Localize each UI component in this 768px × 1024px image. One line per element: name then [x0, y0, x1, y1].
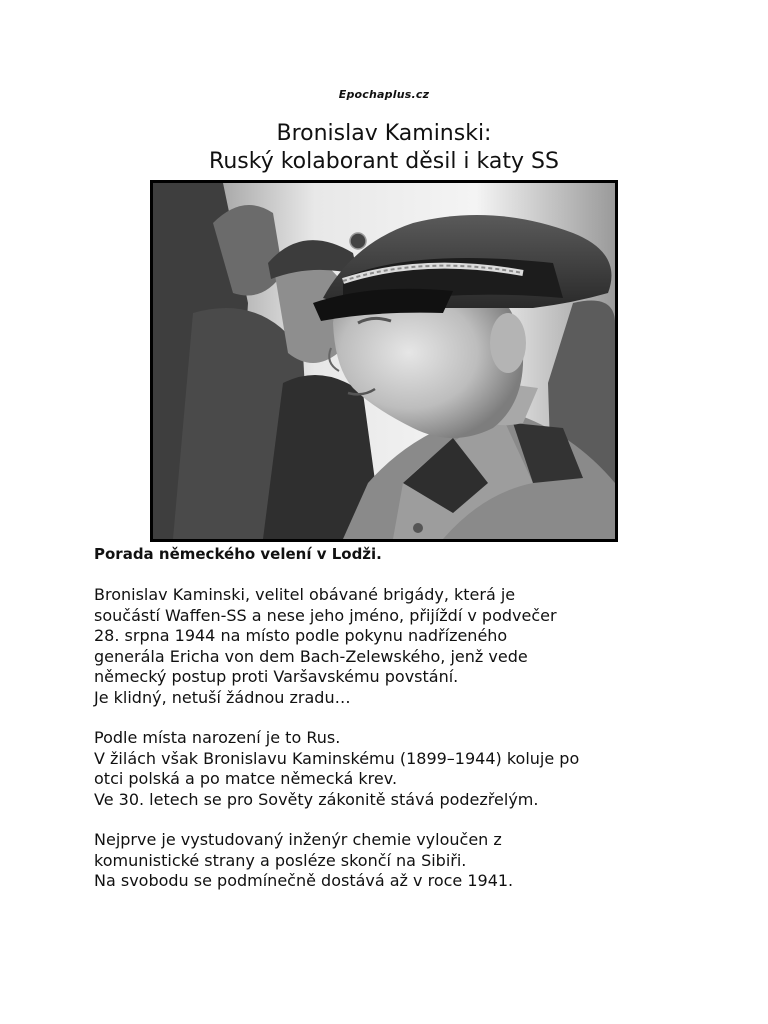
title-line-2: Ruský kolaborant děsil i katy SS: [209, 149, 559, 174]
paragraph-1-line: 28. srpna 1944 na místo podle pokynu nadřízeného: [94, 626, 508, 645]
paragraph-2-line: otci polská a po matce německá krev.: [94, 769, 398, 788]
site-name: Epochaplus.cz: [338, 88, 430, 101]
paragraph-2-line: Podle místa narození je to Rus.: [94, 728, 341, 747]
paragraph-1-line: Je klidný, netuší žádnou zradu…: [94, 687, 351, 707]
paragraph-1: [94, 585, 694, 708]
paragraph-3-line: Nejprve je vystudovaný inženýr chemie vyloučen z: [94, 830, 502, 849]
photo-illustration: [153, 183, 615, 539]
paragraph-1-line: německý postup proti Varšavskému povstání.: [94, 667, 459, 686]
paragraph-1-line: součástí Waffen-SS a nese jeho jméno, přijíždí v podvečer: [94, 605, 557, 625]
article-title: [0, 120, 768, 176]
paragraph-1-line: Bronislav Kaminski, velitel obávané brigády, která je: [94, 585, 516, 604]
paragraph-2-line: Ve 30. letech se pro Sověty zákonitě stává podezřelým.: [94, 789, 539, 809]
paragraph-2-line: V žilách však Bronislavu Kaminskému (1899–1944) koluje po: [94, 748, 580, 768]
paragraph-2: [94, 728, 694, 810]
title-line-1: Bronislav Kaminski:: [276, 121, 492, 146]
photo-caption: Porada německého velení v Lodži.: [94, 545, 382, 563]
paragraph-3-line: komunistické strany a posléze skončí na Sibiři.: [94, 850, 467, 870]
paragraph-1-line: generála Ericha von dem Bach-Zelewského, jenž vede: [94, 646, 528, 666]
paragraph-3: [94, 830, 694, 892]
paragraph-3-line: Na svobodu se podmínečně dostává až v roce 1941.: [94, 871, 514, 890]
article-photo: [150, 180, 618, 542]
